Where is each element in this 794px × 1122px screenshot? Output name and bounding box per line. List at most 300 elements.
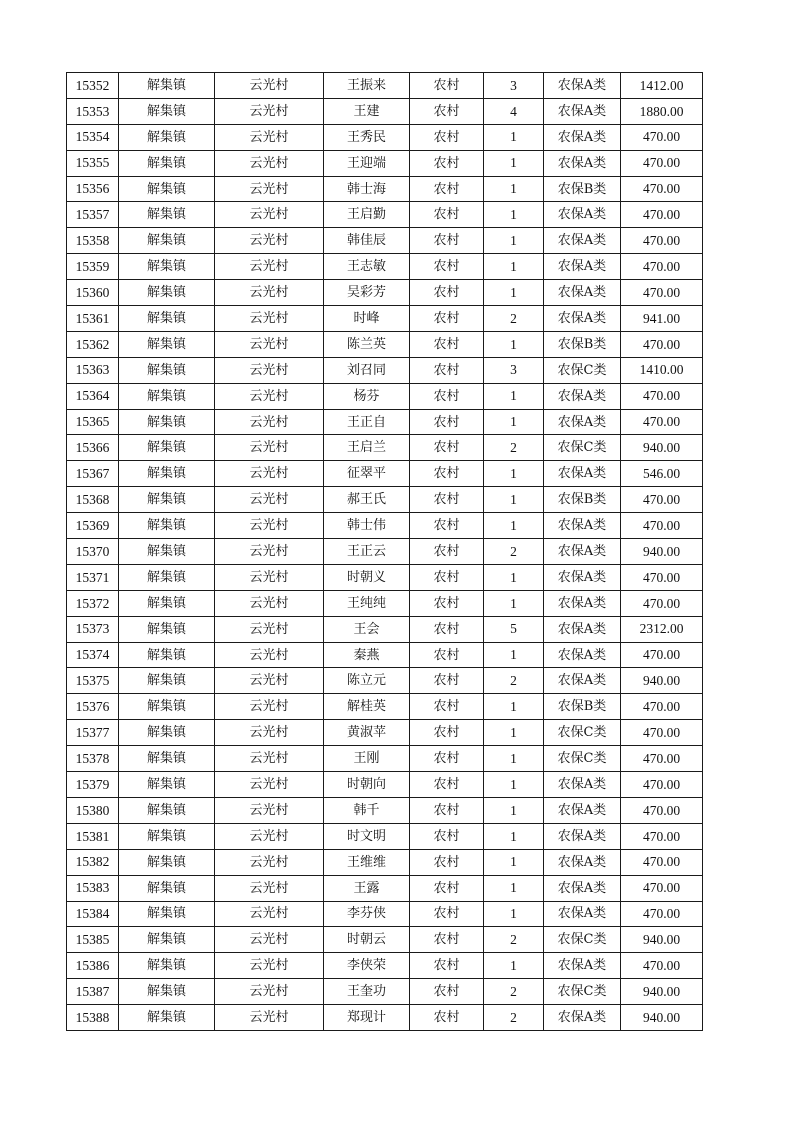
name-cell: 陈兰英 [324, 331, 410, 357]
category-cell: 农保B类 [544, 176, 621, 202]
town-cell: 解集镇 [119, 616, 215, 642]
name-cell: 王正自 [324, 409, 410, 435]
village-cell: 云光村 [215, 98, 324, 124]
area-type-cell: 农村 [410, 124, 484, 150]
town-cell: 解集镇 [119, 331, 215, 357]
amount-cell: 940.00 [621, 435, 703, 461]
household-size-cell: 1 [484, 383, 544, 409]
name-cell: 王建 [324, 98, 410, 124]
table-row [67, 409, 703, 435]
town-cell: 解集镇 [119, 124, 215, 150]
name-cell: 王启兰 [324, 435, 410, 461]
area-type-cell: 农村 [410, 849, 484, 875]
area-type-cell: 农村 [410, 487, 484, 513]
town-cell: 解集镇 [119, 668, 215, 694]
town-cell: 解集镇 [119, 953, 215, 979]
village-cell: 云光村 [215, 720, 324, 746]
town-cell: 解集镇 [119, 1005, 215, 1031]
serial-number-cell: 15368 [67, 487, 119, 513]
serial-number-cell: 15366 [67, 435, 119, 461]
category-cell: 农保C类 [544, 357, 621, 383]
serial-number-cell: 15372 [67, 590, 119, 616]
category-cell: 农保A类 [544, 823, 621, 849]
name-cell: 韩士伟 [324, 513, 410, 539]
town-cell: 解集镇 [119, 979, 215, 1005]
name-cell: 郑现计 [324, 1005, 410, 1031]
category-cell: 农保A类 [544, 953, 621, 979]
serial-number-cell: 15354 [67, 124, 119, 150]
household-size-cell: 1 [484, 228, 544, 254]
household-size-cell: 1 [484, 746, 544, 772]
name-cell: 韩士海 [324, 176, 410, 202]
table-row [67, 849, 703, 875]
serial-number-cell: 15362 [67, 331, 119, 357]
table-row [67, 927, 703, 953]
village-cell: 云光村 [215, 797, 324, 823]
village-cell: 云光村 [215, 927, 324, 953]
area-type-cell: 农村 [410, 306, 484, 332]
household-size-cell: 1 [484, 875, 544, 901]
table-row [67, 539, 703, 565]
household-size-cell: 1 [484, 849, 544, 875]
serial-number-cell: 15378 [67, 746, 119, 772]
category-cell: 农保A类 [544, 901, 621, 927]
household-size-cell: 1 [484, 642, 544, 668]
category-cell: 农保C类 [544, 435, 621, 461]
serial-number-cell: 15370 [67, 539, 119, 565]
area-type-cell: 农村 [410, 720, 484, 746]
area-type-cell: 农村 [410, 797, 484, 823]
category-cell: 农保A类 [544, 539, 621, 565]
table-row [67, 564, 703, 590]
table-row [67, 487, 703, 513]
household-size-cell: 1 [484, 901, 544, 927]
area-type-cell: 农村 [410, 875, 484, 901]
table-row [67, 124, 703, 150]
category-cell: 农保A类 [544, 1005, 621, 1031]
area-type-cell: 农村 [410, 409, 484, 435]
village-cell: 云光村 [215, 849, 324, 875]
village-cell: 云光村 [215, 461, 324, 487]
household-size-cell: 1 [484, 564, 544, 590]
table-row [67, 383, 703, 409]
name-cell: 杨芬 [324, 383, 410, 409]
table-row [67, 953, 703, 979]
household-size-cell: 1 [484, 280, 544, 306]
amount-cell: 940.00 [621, 1005, 703, 1031]
area-type-cell: 农村 [410, 953, 484, 979]
amount-cell: 470.00 [621, 694, 703, 720]
category-cell: 农保C类 [544, 720, 621, 746]
household-size-cell: 3 [484, 73, 544, 99]
area-type-cell: 农村 [410, 331, 484, 357]
area-type-cell: 农村 [410, 254, 484, 280]
category-cell: 农保C类 [544, 927, 621, 953]
town-cell: 解集镇 [119, 461, 215, 487]
village-cell: 云光村 [215, 202, 324, 228]
serial-number-cell: 15360 [67, 280, 119, 306]
village-cell: 云光村 [215, 487, 324, 513]
amount-cell: 470.00 [621, 901, 703, 927]
table-row [67, 254, 703, 280]
amount-cell: 470.00 [621, 202, 703, 228]
village-cell: 云光村 [215, 331, 324, 357]
name-cell: 时朝向 [324, 772, 410, 798]
category-cell: 农保A类 [544, 616, 621, 642]
town-cell: 解集镇 [119, 849, 215, 875]
town-cell: 解集镇 [119, 590, 215, 616]
name-cell: 秦燕 [324, 642, 410, 668]
household-size-cell: 1 [484, 720, 544, 746]
area-type-cell: 农村 [410, 616, 484, 642]
table-row [67, 694, 703, 720]
name-cell: 王振来 [324, 73, 410, 99]
village-cell: 云光村 [215, 564, 324, 590]
area-type-cell: 农村 [410, 280, 484, 306]
village-cell: 云光村 [215, 1005, 324, 1031]
roster-body [67, 73, 703, 1031]
amount-cell: 2312.00 [621, 616, 703, 642]
name-cell: 黄淑苹 [324, 720, 410, 746]
name-cell: 王志敏 [324, 254, 410, 280]
town-cell: 解集镇 [119, 875, 215, 901]
serial-number-cell: 15388 [67, 1005, 119, 1031]
town-cell: 解集镇 [119, 176, 215, 202]
category-cell: 农保A类 [544, 280, 621, 306]
name-cell: 王维维 [324, 849, 410, 875]
village-cell: 云光村 [215, 539, 324, 565]
amount-cell: 470.00 [621, 953, 703, 979]
household-size-cell: 2 [484, 306, 544, 332]
serial-number-cell: 15379 [67, 772, 119, 798]
serial-number-cell: 15359 [67, 254, 119, 280]
household-size-cell: 1 [484, 513, 544, 539]
serial-number-cell: 15377 [67, 720, 119, 746]
town-cell: 解集镇 [119, 435, 215, 461]
amount-cell: 470.00 [621, 590, 703, 616]
category-cell: 农保A类 [544, 306, 621, 332]
amount-cell: 470.00 [621, 280, 703, 306]
town-cell: 解集镇 [119, 564, 215, 590]
table-row [67, 668, 703, 694]
village-cell: 云光村 [215, 694, 324, 720]
category-cell: 农保A类 [544, 228, 621, 254]
village-cell: 云光村 [215, 616, 324, 642]
name-cell: 王正云 [324, 539, 410, 565]
village-cell: 云光村 [215, 254, 324, 280]
amount-cell: 940.00 [621, 539, 703, 565]
category-cell: 农保A类 [544, 73, 621, 99]
category-cell: 农保A类 [544, 124, 621, 150]
household-size-cell: 1 [484, 254, 544, 280]
area-type-cell: 农村 [410, 590, 484, 616]
category-cell: 农保A类 [544, 150, 621, 176]
village-cell: 云光村 [215, 823, 324, 849]
category-cell: 农保B类 [544, 331, 621, 357]
amount-cell: 470.00 [621, 176, 703, 202]
table-row [67, 772, 703, 798]
category-cell: 农保C类 [544, 979, 621, 1005]
table-row [67, 797, 703, 823]
table-row [67, 746, 703, 772]
household-size-cell: 1 [484, 461, 544, 487]
village-cell: 云光村 [215, 357, 324, 383]
amount-cell: 941.00 [621, 306, 703, 332]
area-type-cell: 农村 [410, 1005, 484, 1031]
table-row [67, 228, 703, 254]
serial-number-cell: 15385 [67, 927, 119, 953]
household-size-cell: 1 [484, 694, 544, 720]
household-size-cell: 1 [484, 176, 544, 202]
amount-cell: 470.00 [621, 383, 703, 409]
household-size-cell: 2 [484, 668, 544, 694]
town-cell: 解集镇 [119, 98, 215, 124]
village-cell: 云光村 [215, 435, 324, 461]
area-type-cell: 农村 [410, 228, 484, 254]
amount-cell: 470.00 [621, 875, 703, 901]
amount-cell: 470.00 [621, 513, 703, 539]
serial-number-cell: 15364 [67, 383, 119, 409]
village-cell: 云光村 [215, 772, 324, 798]
area-type-cell: 农村 [410, 539, 484, 565]
household-size-cell: 1 [484, 590, 544, 616]
name-cell: 王启勤 [324, 202, 410, 228]
serial-number-cell: 15384 [67, 901, 119, 927]
town-cell: 解集镇 [119, 202, 215, 228]
serial-number-cell: 15355 [67, 150, 119, 176]
table-row [67, 98, 703, 124]
area-type-cell: 农村 [410, 357, 484, 383]
name-cell: 征翠平 [324, 461, 410, 487]
table-row [67, 1005, 703, 1031]
serial-number-cell: 15387 [67, 979, 119, 1005]
category-cell: 农保B类 [544, 694, 621, 720]
serial-number-cell: 15352 [67, 73, 119, 99]
name-cell: 王纯纯 [324, 590, 410, 616]
serial-number-cell: 15365 [67, 409, 119, 435]
name-cell: 郝王氏 [324, 487, 410, 513]
serial-number-cell: 15386 [67, 953, 119, 979]
household-size-cell: 4 [484, 98, 544, 124]
amount-cell: 470.00 [621, 797, 703, 823]
name-cell: 时朝云 [324, 927, 410, 953]
area-type-cell: 农村 [410, 823, 484, 849]
town-cell: 解集镇 [119, 539, 215, 565]
table-row [67, 331, 703, 357]
table-row [67, 280, 703, 306]
area-type-cell: 农村 [410, 202, 484, 228]
category-cell: 农保A类 [544, 202, 621, 228]
area-type-cell: 农村 [410, 979, 484, 1005]
category-cell: 农保A类 [544, 875, 621, 901]
area-type-cell: 农村 [410, 383, 484, 409]
name-cell: 王奎功 [324, 979, 410, 1005]
table-row [67, 901, 703, 927]
amount-cell: 470.00 [621, 642, 703, 668]
serial-number-cell: 15383 [67, 875, 119, 901]
household-size-cell: 2 [484, 979, 544, 1005]
area-type-cell: 农村 [410, 901, 484, 927]
amount-cell: 940.00 [621, 668, 703, 694]
household-size-cell: 1 [484, 772, 544, 798]
household-size-cell: 1 [484, 409, 544, 435]
household-size-cell: 1 [484, 124, 544, 150]
area-type-cell: 农村 [410, 772, 484, 798]
name-cell: 陈立元 [324, 668, 410, 694]
name-cell: 王刚 [324, 746, 410, 772]
household-size-cell: 2 [484, 539, 544, 565]
category-cell: 农保A类 [544, 772, 621, 798]
serial-number-cell: 15371 [67, 564, 119, 590]
village-cell: 云光村 [215, 901, 324, 927]
category-cell: 农保B类 [544, 487, 621, 513]
serial-number-cell: 15367 [67, 461, 119, 487]
table-row [67, 616, 703, 642]
town-cell: 解集镇 [119, 306, 215, 332]
town-cell: 解集镇 [119, 513, 215, 539]
area-type-cell: 农村 [410, 435, 484, 461]
village-cell: 云光村 [215, 73, 324, 99]
name-cell: 时峰 [324, 306, 410, 332]
household-size-cell: 5 [484, 616, 544, 642]
town-cell: 解集镇 [119, 254, 215, 280]
amount-cell: 546.00 [621, 461, 703, 487]
name-cell: 李侠荣 [324, 953, 410, 979]
amount-cell: 1412.00 [621, 73, 703, 99]
household-size-cell: 3 [484, 357, 544, 383]
town-cell: 解集镇 [119, 357, 215, 383]
amount-cell: 940.00 [621, 979, 703, 1005]
serial-number-cell: 15357 [67, 202, 119, 228]
amount-cell: 470.00 [621, 823, 703, 849]
table-row [67, 73, 703, 99]
amount-cell: 470.00 [621, 487, 703, 513]
town-cell: 解集镇 [119, 642, 215, 668]
name-cell: 刘召同 [324, 357, 410, 383]
name-cell: 韩千 [324, 797, 410, 823]
town-cell: 解集镇 [119, 772, 215, 798]
town-cell: 解集镇 [119, 797, 215, 823]
serial-number-cell: 15376 [67, 694, 119, 720]
village-cell: 云光村 [215, 383, 324, 409]
table-row [67, 357, 703, 383]
category-cell: 农保A类 [544, 590, 621, 616]
household-size-cell: 1 [484, 487, 544, 513]
name-cell: 王秀民 [324, 124, 410, 150]
table-row [67, 823, 703, 849]
area-type-cell: 农村 [410, 564, 484, 590]
category-cell: 农保A类 [544, 98, 621, 124]
amount-cell: 470.00 [621, 720, 703, 746]
name-cell: 李芬侠 [324, 901, 410, 927]
village-cell: 云光村 [215, 280, 324, 306]
household-size-cell: 2 [484, 435, 544, 461]
village-cell: 云光村 [215, 746, 324, 772]
area-type-cell: 农村 [410, 668, 484, 694]
area-type-cell: 农村 [410, 927, 484, 953]
town-cell: 解集镇 [119, 720, 215, 746]
village-cell: 云光村 [215, 875, 324, 901]
category-cell: 农保A类 [544, 564, 621, 590]
category-cell: 农保A类 [544, 668, 621, 694]
town-cell: 解集镇 [119, 927, 215, 953]
category-cell: 农保A类 [544, 849, 621, 875]
category-cell: 农保A类 [544, 797, 621, 823]
table-row [67, 150, 703, 176]
area-type-cell: 农村 [410, 150, 484, 176]
table-row [67, 642, 703, 668]
table-row [67, 202, 703, 228]
serial-number-cell: 15369 [67, 513, 119, 539]
amount-cell: 470.00 [621, 331, 703, 357]
town-cell: 解集镇 [119, 823, 215, 849]
serial-number-cell: 15374 [67, 642, 119, 668]
table-row [67, 461, 703, 487]
village-cell: 云光村 [215, 306, 324, 332]
serial-number-cell: 15382 [67, 849, 119, 875]
category-cell: 农保A类 [544, 461, 621, 487]
name-cell: 王露 [324, 875, 410, 901]
village-cell: 云光村 [215, 150, 324, 176]
area-type-cell: 农村 [410, 694, 484, 720]
name-cell: 吴彩芳 [324, 280, 410, 306]
amount-cell: 470.00 [621, 254, 703, 280]
serial-number-cell: 15361 [67, 306, 119, 332]
town-cell: 解集镇 [119, 383, 215, 409]
name-cell: 解桂英 [324, 694, 410, 720]
household-size-cell: 1 [484, 823, 544, 849]
town-cell: 解集镇 [119, 694, 215, 720]
household-size-cell: 1 [484, 797, 544, 823]
area-type-cell: 农村 [410, 746, 484, 772]
name-cell: 韩佳辰 [324, 228, 410, 254]
category-cell: 农保A类 [544, 254, 621, 280]
amount-cell: 1880.00 [621, 98, 703, 124]
serial-number-cell: 15358 [67, 228, 119, 254]
amount-cell: 470.00 [621, 772, 703, 798]
amount-cell: 470.00 [621, 150, 703, 176]
amount-cell: 470.00 [621, 564, 703, 590]
town-cell: 解集镇 [119, 150, 215, 176]
table-row [67, 720, 703, 746]
village-cell: 云光村 [215, 513, 324, 539]
serial-number-cell: 15373 [67, 616, 119, 642]
amount-cell: 940.00 [621, 927, 703, 953]
town-cell: 解集镇 [119, 73, 215, 99]
serial-number-cell: 15380 [67, 797, 119, 823]
village-cell: 云光村 [215, 228, 324, 254]
category-cell: 农保A类 [544, 513, 621, 539]
name-cell: 时朝义 [324, 564, 410, 590]
serial-number-cell: 15353 [67, 98, 119, 124]
category-cell: 农保A类 [544, 383, 621, 409]
household-size-cell: 2 [484, 927, 544, 953]
serial-number-cell: 15363 [67, 357, 119, 383]
serial-number-cell: 15356 [67, 176, 119, 202]
area-type-cell: 农村 [410, 176, 484, 202]
town-cell: 解集镇 [119, 901, 215, 927]
area-type-cell: 农村 [410, 513, 484, 539]
category-cell: 农保C类 [544, 746, 621, 772]
town-cell: 解集镇 [119, 228, 215, 254]
name-cell: 王迎端 [324, 150, 410, 176]
household-size-cell: 1 [484, 331, 544, 357]
amount-cell: 470.00 [621, 124, 703, 150]
town-cell: 解集镇 [119, 487, 215, 513]
area-type-cell: 农村 [410, 73, 484, 99]
table-row [67, 590, 703, 616]
village-cell: 云光村 [215, 668, 324, 694]
